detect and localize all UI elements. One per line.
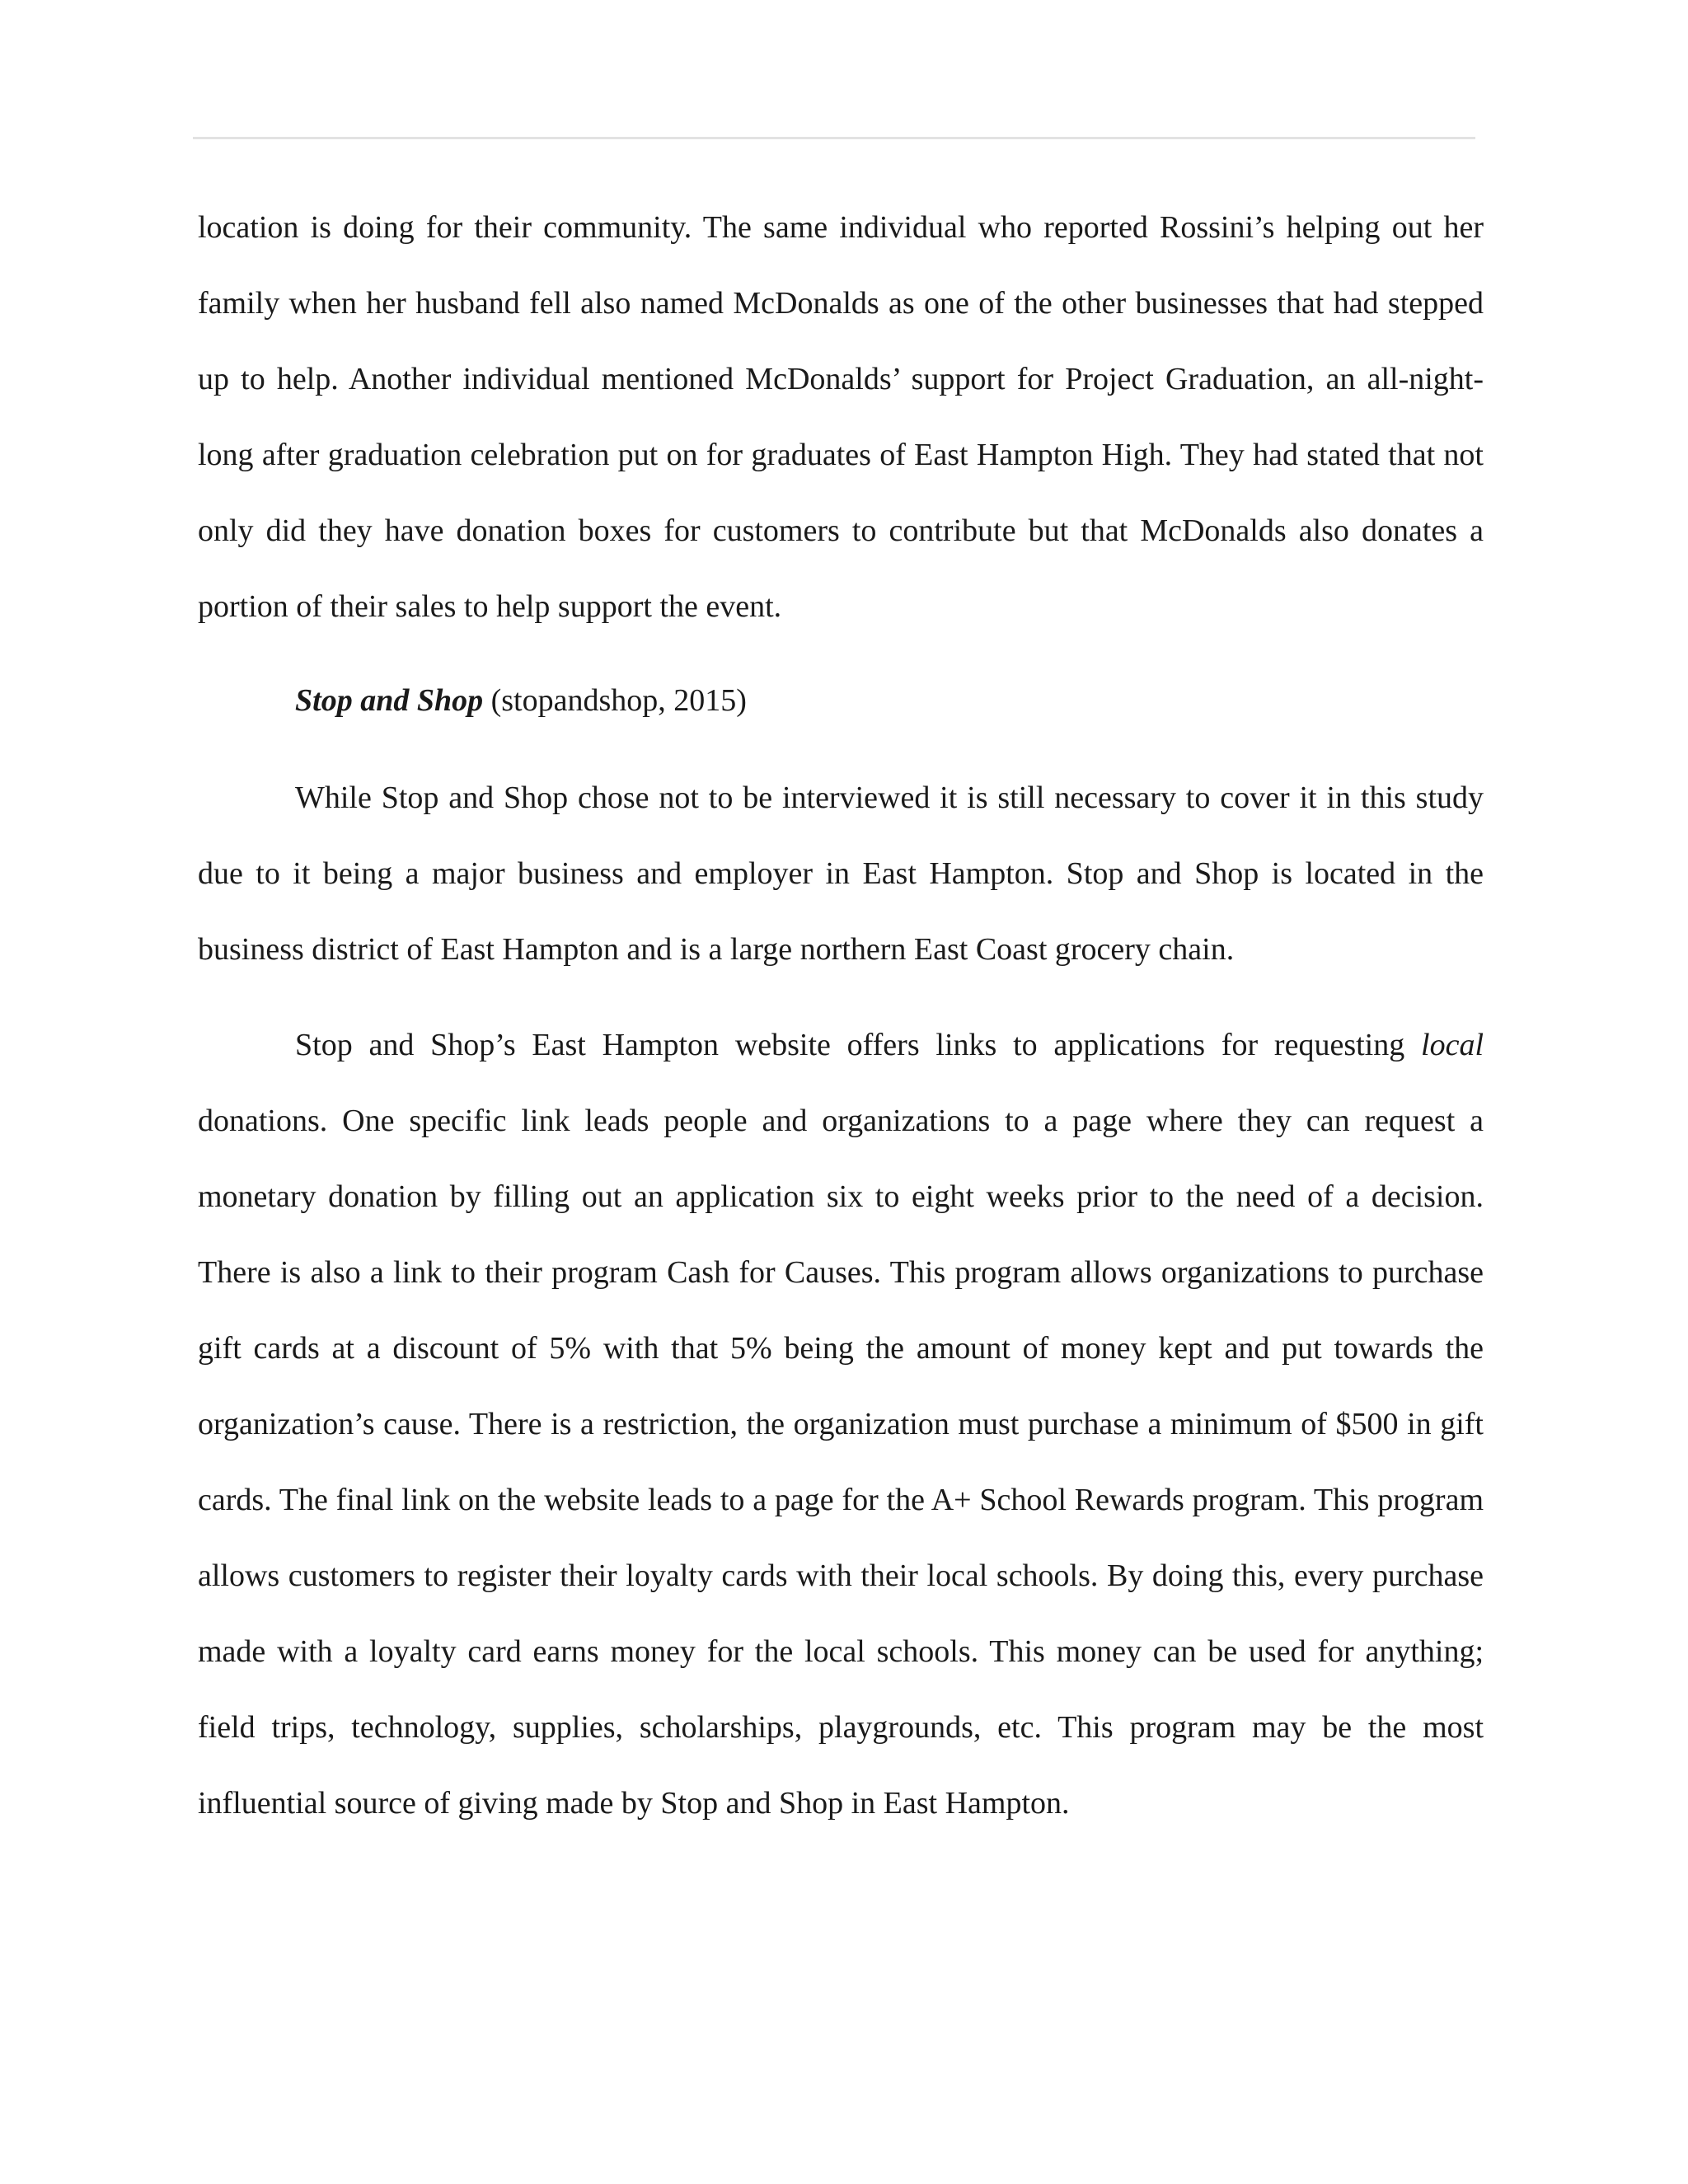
- section-heading-citation: (stopandshop, 2015): [483, 683, 747, 718]
- body-paragraph-overview: While Stop and Shop chose not to be interviewed it is still necessary to cover it in this study due to it being a major business and employer in East Hampton. Stop and Shop is located in the business district of East Hampton and is a large northern East Coast grocery chain.: [198, 780, 1484, 967]
- website-paragraph-rest: donations. One specific link leads people and organizations to a page where they can request a monetary donation by filling out an application six to eight weeks prior to the need of a decision. There is also a link to their program Cash for Causes. This program allows organizations to purchase gift cards at a discount of 5% with that 5% being the amount of money kept and put towards the organization’s cause. There is a restriction, the organization must purchase a minimum of $500 in gift cards. The final link on the website leads to a page for the A+ School Rewards program. This program allows customers to register their loyalty cards with their local schools. By doing this, every purchase made with a loyalty card earns money for the local schools. This money can be used for anything; field trips, technology, supplies, scholarships, playgrounds, etc. This program may be the most influential source of giving made by Stop and Shop in East Hampton.: [198, 1104, 1484, 1821]
- emphasis-local: local: [1421, 1028, 1484, 1062]
- document-body: [198, 190, 1484, 1841]
- section-heading: [198, 663, 1484, 738]
- header-divider: [193, 137, 1475, 139]
- section-heading-title: Stop and Shop: [295, 683, 484, 718]
- body-paragraph-website: [198, 1007, 1484, 1841]
- body-paragraph-mcdonalds: location is doing for their community. The same individual who reported Rossini’s helping out her family when her husband fell also named McDonalds as one of the other businesses that had stepped up to help. Another individual mentioned McDonalds’ support for Project Graduation, an all-night-long after graduation celebration put on for graduates of East Hampton High. They had stated that not only did they have donation boxes for customers to contribute but that McDonalds also donates a portion of their sales to help support the event.: [198, 210, 1484, 624]
- website-paragraph-lead: Stop and Shop’s East Hampton website offers links to applications for requesting: [295, 1028, 1422, 1062]
